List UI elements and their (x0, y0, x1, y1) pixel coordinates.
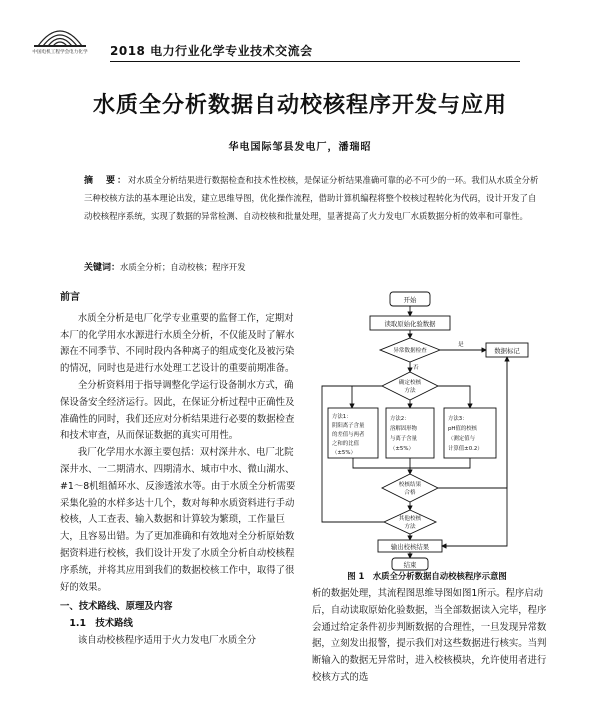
flow-mark-label: 数据标记 (494, 347, 520, 355)
flow-end-label: 结束 (403, 561, 417, 569)
flow-m3-line: （测定值与 (448, 436, 475, 442)
flow-no-label: 否 (413, 365, 419, 371)
abstract-label: 摘 要： (84, 176, 129, 186)
flow-other-label-1: 其他校核 (398, 516, 422, 522)
left-column (60, 290, 302, 650)
section-heading: 一、技术路线、原理及内容 (60, 601, 173, 613)
flow-result-label-1: 校核结果 (398, 482, 422, 488)
flow-m2-line: （±5%） (390, 446, 414, 452)
abstract (84, 172, 542, 225)
flow-m2-line: 与离子含量 (390, 436, 417, 442)
paragraph: 水质全分析是电厂化学专业重要的监督工作，定期对本厂的化学用水水源进行水质全分析，不仅能及时了解水源在不同季节、不同时段内各种离子的组成变化及被污染的情况，同时也是进行水处理工艺设计的重要前期准备。 (60, 312, 295, 375)
paragraph: 全分析资料用于指导调整化学运行设备制水方式，确保设备安全经济运行。因此，在保证分析过程中正确性及准确性的同时，我们还应对分析结果进行必要的数据检查和技术审查，从而保证数据的真实可用性。 (60, 379, 295, 442)
flow-method-select (382, 372, 438, 400)
flow-m3-line: 方法3： (448, 416, 468, 422)
flow-result-label-2: 合格 (404, 490, 416, 496)
flow-method-label-1: 确定校核 (398, 380, 422, 386)
logo-text: 中国电机工程学会电力化学 (32, 50, 88, 54)
flow-m3-line: pH值的校核 (448, 426, 478, 432)
abstract-text: 对水质全分析结果进行数据检查和技术性校核，是保证分析结果准确可靠的必不可少的一环。我们从水质全分析三种校核方法的基本理论出发，建立思维导图，优化操作流程，借助计算机编程将整个校核过程转化为代码，设计开发了自动校核程序系统，实现了数据的异常检测、自动校核和批量处理，显著提高了火力发电厂水质数据分析的效率和可靠性。 (84, 175, 539, 221)
conference-name: 2018 电力行业化学专业技术交流会 (110, 44, 313, 58)
flow-m1-line: 之和的比值 (332, 441, 359, 447)
paragraph: 我厂化学用水水源主要包括：双村深井水、电厂北院深井水、一二期清水、四期清水、城市中水、微山湖水、#1～8机组循环水、反渗透浓水等。由于水质全分析需要采集化验的水样多达十几个，数对每种水质资料进行手动校核，人工查表、输入数据和计算较为繁琐，工作量巨大，且容易出错。为了更加准确和有效地对全分析原始数据资料进行校核，我们设计开发了水质全分析自动校核程序系统，并将其应用到我们的数据校核工作中，取得了很好的效果。 (60, 447, 296, 593)
flow-start-label: 开始 (403, 296, 417, 304)
flow-output-label: 输出校核结果 (390, 543, 430, 551)
subsection-heading: 1.1 技术路线 (69, 618, 133, 630)
flowchart-figure (310, 282, 540, 572)
flow-m1-line: （±5%） (332, 450, 356, 456)
flow-read-label: 读取原始化验数据 (384, 320, 436, 328)
flow-m1-line: 方法1： (332, 414, 352, 420)
keywords-text: 水质全分析；自动校核；程序开发 (120, 262, 246, 272)
paper-title: 水质全分析数据自动校核程序开发与应用 (92, 93, 507, 118)
foreword-heading: 前言 (60, 292, 80, 303)
figure-caption: 图 1 水质全分析数据自动校核程序示意图 (347, 571, 507, 581)
keywords (84, 260, 542, 275)
flow-result-check (382, 474, 438, 502)
paragraph: 析的数据处理，其流程图思维导图如图1所示。程序启动后，自动读取原始化验数据，当全部数据读入完毕，程序会通过给定条件初步判断数据的合理性，一旦发现异常数据，立刻发出报警，提示我们对这些数据进行核实。当判断输入的数据无异常时，进入校核模块，允许使用者进行校核方式的选 (312, 588, 547, 683)
right-column (312, 586, 548, 687)
flow-m1-line: 的差值与两者 (332, 432, 365, 438)
flow-other-check (384, 510, 436, 534)
flow-abnormal-check-label: 异常数据检查 (393, 348, 427, 354)
keywords-label: 关键词： (84, 263, 121, 273)
paragraph: 该自动校核程序适用于火力发电厂水质全分 (77, 634, 256, 646)
header-rule (110, 61, 520, 62)
flow-other-label-2: 方法 (404, 524, 416, 530)
flow-m1-line: 阴阳离子含量 (332, 423, 365, 429)
flow-m2-line: 方法2： (390, 416, 410, 422)
conference-logo (30, 20, 90, 54)
flow-m3-line: 计算值±0.2） (448, 446, 483, 452)
flow-m2-line: 溶解固形物 (390, 426, 417, 432)
flow-yes-label: 是 (458, 342, 464, 348)
flow-method-label-2: 方法 (404, 388, 416, 394)
paper-author: 华电国际邹县发电厂，潘瑞昭 (228, 142, 372, 153)
